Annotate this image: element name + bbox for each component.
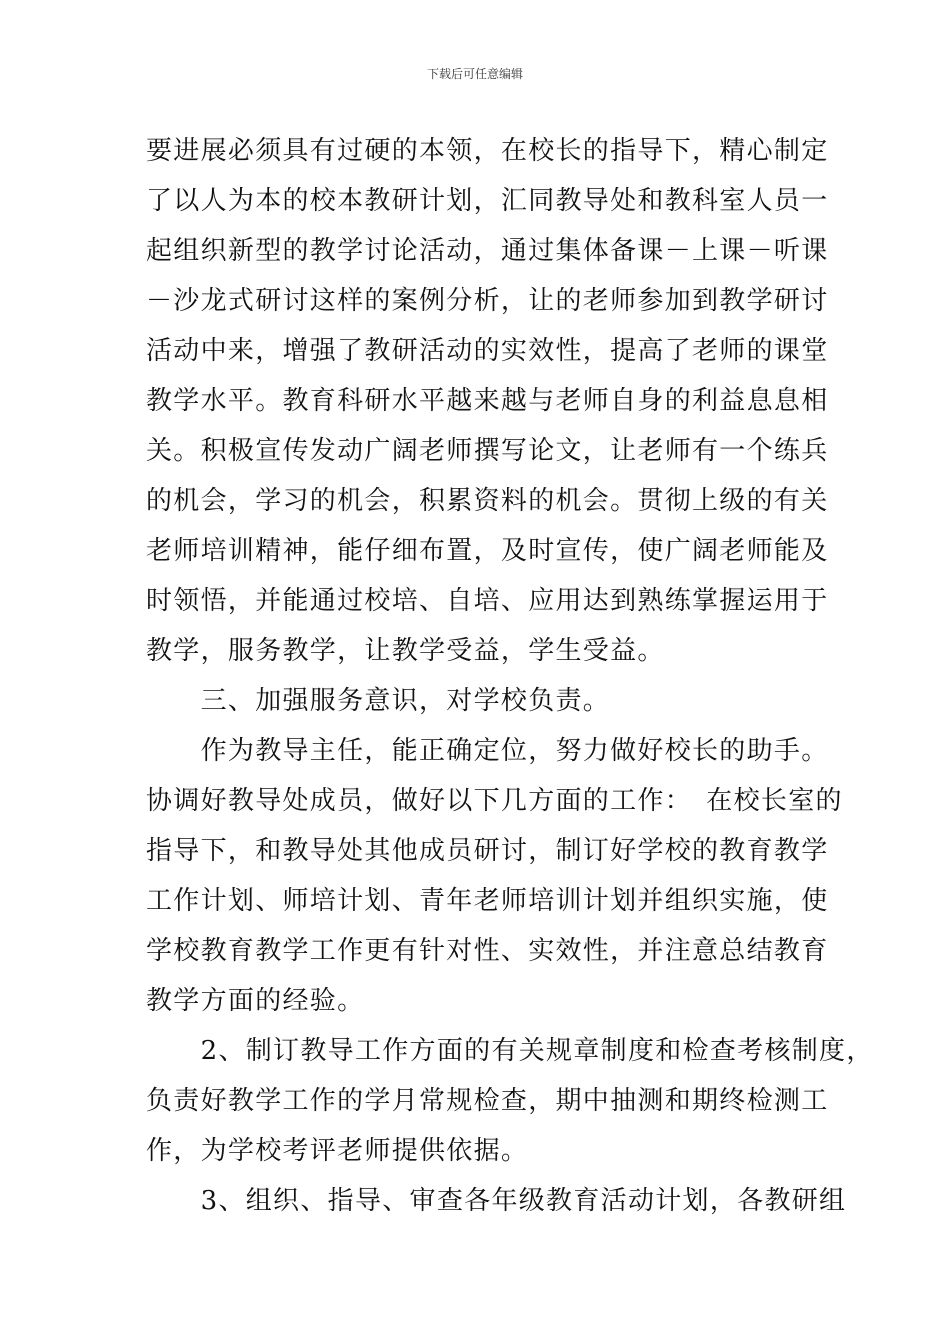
text-line: 作为教导主任，能正确定位，努力做好校长的助手。 <box>146 736 829 766</box>
text-line: 教学水平。教育科研水平越来越与老师自身的利益息息相 <box>146 386 829 416</box>
text-line: 教学方面的经验。 <box>146 986 365 1016</box>
page-header: 下载后可任意编辑 <box>426 67 523 81</box>
text-line: 3、组织、指导、审查各年级教育活动计划，各教研组 <box>146 1186 847 1216</box>
text-line: 时领悟，并能通过校培、自培、应用达到熟练掌握运用于 <box>146 586 829 616</box>
text-line: 学校教育教学工作更有针对性、实效性，并注意总结教育 <box>146 936 829 966</box>
text-line: 老师培训精神，能仔细布置，及时宣传，使广阔老师能及 <box>146 536 829 566</box>
text-line: 2、制订教导工作方面的有关规章制度和检查考核制度， <box>146 1036 874 1066</box>
paragraph-1 <box>146 126 836 676</box>
text-line: 指导下，和教导处其他成员研讨，制订好学校的教育教学 <box>146 836 829 866</box>
text-line: 的机会，学习的机会，积累资料的机会。贯彻上级的有关 <box>146 486 829 516</box>
text-line: 关。积极宣传发动广阔老师撰写论文，让老师有一个练兵 <box>146 436 829 466</box>
text-line: －沙龙式研讨这样的案例分析，让的老师参加到教学研讨 <box>146 286 829 316</box>
text-line: 三、加强服务意识，对学校负责。 <box>146 686 611 716</box>
text-line: 工作计划、师培计划、青年老师培训计划并组织实施，使 <box>146 886 829 916</box>
text-line: 协调好教导处成员，做好以下几方面的工作： 在校长室的 <box>146 786 843 816</box>
text-line: 作，为学校考评老师提供依据。 <box>146 1136 529 1166</box>
paragraph-item-2 <box>146 1026 874 1176</box>
section-heading-3 <box>146 676 836 726</box>
text-line: 起组织新型的教学讨论活动，通过集体备课－上课－听课 <box>146 236 829 266</box>
text-line: 要进展必须具有过硬的本领，在校长的指导下，精心制定 <box>146 136 829 166</box>
document-body <box>146 126 874 1226</box>
text-line: 了以人为本的校本教研计划，汇同教导处和教科室人员一 <box>146 186 829 216</box>
paragraph-2 <box>146 726 843 1026</box>
text-line: 负责好教学工作的学月常规检查，期中抽测和期终检测工 <box>146 1086 829 1116</box>
text-line: 活动中来，增强了教研活动的实效性，提高了老师的课堂 <box>146 336 829 366</box>
paragraph-item-3 <box>146 1176 847 1226</box>
text-line: 教学，服务教学，让教学受益，学生受益。 <box>146 636 665 666</box>
